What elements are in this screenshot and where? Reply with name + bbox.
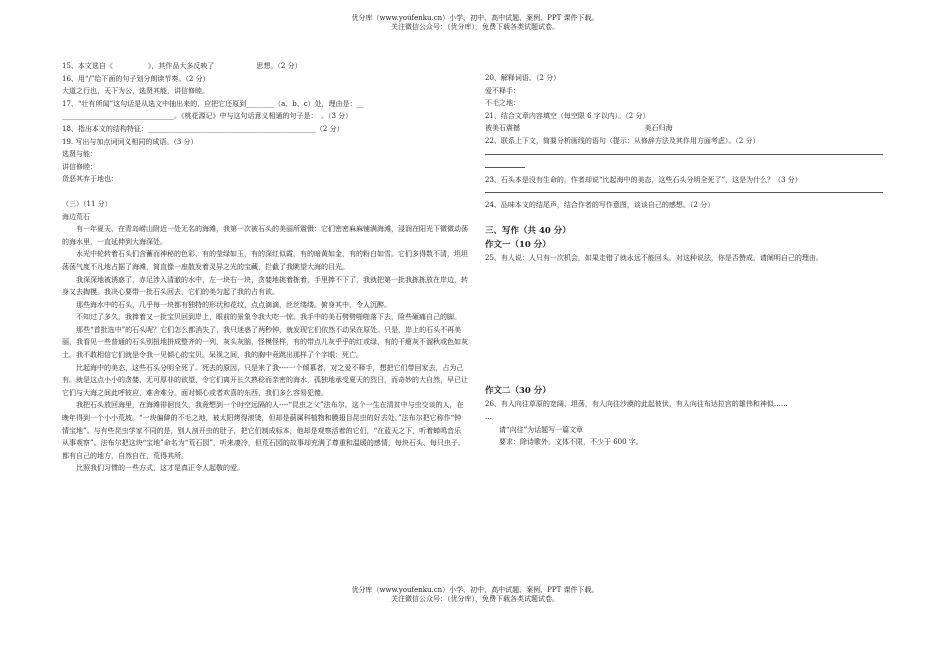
answer-line[interactable] bbox=[485, 148, 883, 155]
question-24: 24、品味本文的结尾声，结合作者的写作意图，谈谈自己的感想。（2 分） bbox=[485, 201, 715, 210]
question-20-a: 爱不释手： bbox=[485, 86, 520, 95]
right-column bbox=[485, 72, 883, 449]
question-21: 21、结合文章内容填空（每空限 6 字以内）。（2 分） bbox=[485, 111, 650, 120]
passage-paragraph: 我把石头放回海里，在海滩徘徊良久，我竟想到一个时空远隔的人----“昆虫之父”法布尔。这个一生在清贫中与虫交谈的人，在晚年得到一个小小荒坡。“一块偏僻的不毛之地，被太阳烤得滚烫，但却是蓟属科植物和膜翅目昆虫的好去处。”法布尔把它称作“钟情宝地”。与有些昆虫学家不同的是，别人剖开虫的肚子，把它们制成标本，他却是观察活着的它们，“在蓝天之下，听着蝉鸣音乐从事观察”。法布尔把这块“宝地”命名为“荒石园”，听来凄冷，但荒石园的故事却充满了尊重和温暖的感情，每块石头、每只虫子，都有自己的地方，自然自在，荒得其所。 bbox=[62, 401, 465, 460]
passage-title: 海边荒石 bbox=[62, 212, 90, 221]
question-16-text: 大道之行也，天下为公，选贤其能，讲信修睦。 bbox=[62, 87, 209, 96]
essay-2-title: 作文二（30 分） bbox=[485, 386, 551, 397]
question-21-a: 被美石震撼 bbox=[485, 124, 520, 133]
question-17-continued: ________________________________。《桃花源记》中与这句话意义相通的句子是： 。（3 分） bbox=[62, 112, 353, 121]
passage-paragraph: 那些“首批选中”的石头呢？它们怎么都消失了，我只迷惑了两秒钟，就发现它们依然不动呆在原处。只是，岸上的石头不再美丽，我看见一些普通的石头别扭地拼成整齐的一列，灰头灰脑，怪模怪样，有的带点儿灰乎乎的红或绿，有的干瘪灰不溜秋或色如灰土。我不敢相信它们就是令我一见倾心的宝贝。呆视之间，我的胸中竟跳出那样了个字眼：死亡。 bbox=[62, 325, 468, 360]
question-18: 18、指出本文的结构特征：________________________________________________（2 分） bbox=[62, 124, 344, 133]
passage-paragraph: 比起海中的美态，这些石头分明全死了。死去的原因，只是来了我----一个倾慕者，对之爱不释手，想把它们带回家去，占为己有。就是这点小小的贪婪，无可厚非的欲望，令它们离开长久熟稔而亲密的海水，孤独地承受夏天的烈日，而奇妙的大自然，早已让它们与大海之间此呼彼应，难舍难分。面对倾心或者欢喜的东西，我们多么容易犯傻。 bbox=[62, 363, 468, 397]
essay-2-ellipsis: … bbox=[485, 412, 492, 421]
question-21-b: 美石归海 bbox=[644, 124, 673, 133]
question-15: 15、本文选自《 》，其作品大多反映了 思想。（2 分） bbox=[62, 62, 302, 70]
footer-line-2: 关注微信公众号：（优分库），免费下载各类试题试卷。 bbox=[391, 595, 559, 603]
essay-2-prompt: 26、有人向往草原的宽阔、坦荡，有人向往沙漠的此起彼伏，有人向往布达拉宫的雄伟和神似…… bbox=[485, 400, 788, 409]
page-header bbox=[0, 14, 950, 32]
spacer bbox=[485, 212, 883, 224]
passage-paragraph: 那些海水中的石头，几乎每一块都有独特的形状和花纹，点点滴滴，丝丝缕缕。俯身其中，令人沉醉。 bbox=[76, 300, 391, 309]
essay-2-requirement-2: 要求：除诗歌外，文体不限，不少于 600 字。 bbox=[499, 438, 643, 447]
question-19-b: 讲信修睦： bbox=[62, 162, 97, 171]
question-19-a: 选贤与能： bbox=[62, 150, 97, 159]
essay-1-title: 作文一（10 分） bbox=[485, 239, 551, 250]
page-footer bbox=[0, 586, 950, 604]
passage-paragraph: 我深深地被诱惑了，赤足涉入清澈的水中，左一块右一块，贪婪地挑着拣着，手里捧不下了，我就把第一批我拣拣放在岸边，转身又去掏摸。我决心要带一批石头回去，它们的美匀起了我的占有欲。 bbox=[62, 275, 468, 297]
passage-paragraph: 有一年夏天，在青岛崂山附近一处无名的海滩，我第一次被石头的美丽所震慑：它们密密麻麻铺满海滩，浸润在阳光下微微动荡的海水里，一直延伸到大海深处。 bbox=[62, 225, 468, 246]
writing-section-heading: 三、写作（共 40 分） bbox=[485, 225, 571, 236]
question-19-c: 货恶其弃于地也： bbox=[62, 175, 118, 184]
spacer bbox=[62, 186, 468, 198]
question-20-b: 不毛之地： bbox=[485, 99, 520, 108]
essay-2-requirement-1: 请“向往”为话题写一篇文章 bbox=[499, 425, 584, 434]
answer-line[interactable] bbox=[485, 161, 525, 168]
answer-line[interactable] bbox=[485, 186, 883, 193]
essay-1-prompt: 25、有人说：人只有一次机会，如果走错了就永远不能回头，对这种说法，你是否赞成，请阐明自己的理由。 bbox=[485, 253, 823, 262]
footer-line-1: 优分库（www.youfenku.cn）小学、初中、高中试题、案例、PPT 课件下载。 bbox=[351, 586, 599, 594]
section-3-heading: （三）（11 分） bbox=[62, 199, 112, 208]
question-23: 23、石头本是没有生命的，作者却说“比起海中的美态，这些石头分明全死了”，这是为什么？（3 分） bbox=[485, 175, 802, 184]
left-column bbox=[62, 60, 468, 475]
question-16: 16、用“/”给下面的句子划分朗读节奏。（2 分） bbox=[62, 74, 210, 83]
question-20: 20、解释词语。（2 分） bbox=[485, 74, 561, 82]
question-19: 19. 写出与加点词词义相同的成语。（3 分） bbox=[62, 137, 198, 146]
question-17: 17、“壮有所闻”这句话是从选文中抽出来的，应把它还原到________（a、b、c）处，理由是：__ bbox=[62, 99, 364, 108]
passage-paragraph: 水光中轮转着石头们含蓄而神秘的色彩，有的莹绿如玉，有的深红似霞，有的暗黄如金，有的粉白如雪。它们多得数不清，坦坦荡荡气度不凡地占据了海滩，简直像一座散发着灵异之光的宝藏，拦截了我眺望大海的目光。 bbox=[62, 250, 468, 271]
passage-paragraph: 比照我们习惯的一些方式，这才是真正令人起敬的爱。 bbox=[76, 464, 244, 473]
essay-1-answer-area[interactable] bbox=[485, 264, 883, 384]
header-line-1: 优分库（www.youfenku.cn）小学、初中、高中试题、案例、PPT 课件下载。 bbox=[351, 14, 599, 22]
question-22: 22、联系上下文，简要分析画线的语句（提示：从修辞方法及其作用方面考虑）。（2 分） bbox=[485, 136, 760, 145]
header-line-2: 关注微信公众号：（优分库），免费下载各类试题试卷。 bbox=[391, 23, 559, 31]
question-21-blanks bbox=[485, 122, 883, 135]
passage-paragraph: 不知过了多久，我捧着又一批宝贝回到岸上，眼前的景象令我大吃一惊。我手中的美石劈劈啪啪落下去，险些砸痛自己的脚。 bbox=[76, 313, 461, 322]
